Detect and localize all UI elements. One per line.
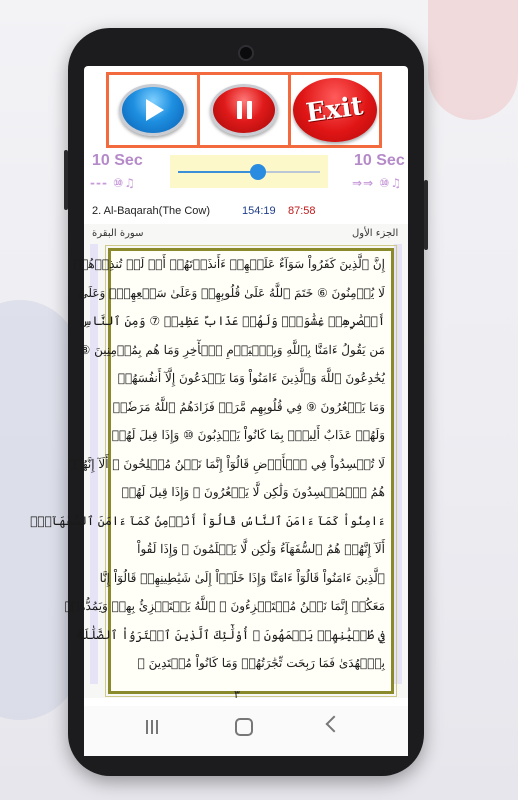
volume-button xyxy=(64,150,68,210)
background-shape-right xyxy=(428,0,518,120)
pause-button[interactable] xyxy=(210,84,278,136)
ayah-line[interactable]: ءَامِنُواْ كَمَآ ءَامَنَ ٱلنَّاسُ قَالُوٓاْ أَنُؤۡمِنُ كَمَآ ءَامَنَ ٱلسُّفَهَآءُۗ xyxy=(30,513,385,528)
ayah-line[interactable]: وَلَهُمۡ عَذَابٌ أَلِيمُۢ بِمَا كَانُواْ يَكۡذِبُونَ ⑩ وَإِذَا قِيلَ لَهُمۡ xyxy=(111,428,385,442)
recents-icon xyxy=(151,720,153,734)
playback-controls xyxy=(106,72,382,148)
recents-icon xyxy=(156,720,158,734)
slider-track-filled xyxy=(178,171,258,173)
ayah-line[interactable]: مَعَكُمۡ إِنَّمَا نَحۡنُ مُسۡتَهۡزِءُونَ ⑭ ٱللَّهُ يَسۡتَهۡزِئُ بِهِمۡ وَيَمُدُّهُمۡ xyxy=(64,599,385,613)
slider-thumb[interactable] xyxy=(250,164,266,180)
repeat-mode-icons-right[interactable]: ⇒⇒ ⑩♫ xyxy=(352,176,403,190)
ayah-line[interactable]: يُخَٰدِعُونَ ٱللَّهَ وَٱلَّذِينَ ءَامَنُواْ وَمَا يَخۡدَعُونَ إِلَّآ أَنفُسَهُمۡ xyxy=(117,371,385,385)
pause-control[interactable] xyxy=(197,72,291,148)
page-edge-right xyxy=(394,244,402,684)
ayah-line[interactable]: مَن يَقُولُ ءَامَنَّا بِٱللَّهِ وَبِٱلۡيَوۡمِ ٱلۡأٓخِرِ وَمَا هُم بِمُؤۡمِنِينَ ⑧ xyxy=(79,342,385,357)
front-camera xyxy=(238,45,254,61)
repeat-mode-icons-left[interactable]: --- ⑩♫ xyxy=(90,176,137,190)
play-icon xyxy=(146,99,164,121)
ayah-line[interactable]: هُمُ ٱلۡمُفۡسِدُونَ وَلَٰكِن لَّا يَشۡعُرُونَ ⑫ وَإِذَا قِيلَ لَهُمۡ xyxy=(121,485,385,499)
surah-info-row xyxy=(92,205,392,217)
ayah-line[interactable]: فِي طُغۡيَٰنِهِمۡ يَعۡمَهُونَ ⑮ أُوْلَٰٓئِكَ ٱلَّذِينَ ٱشۡتَرَوُاْ ٱلضَّلَٰلَةَ xyxy=(75,627,385,642)
quran-page[interactable] xyxy=(30,224,408,701)
system-navigation-bar xyxy=(84,706,408,756)
ayah-line[interactable]: وَمَا يَشۡعُرُونَ ⑨ فِي قُلُوبِهِم مَّرَضٞ فَزَادَهُمُ ٱللَّهُ مَرَضٗاۖ xyxy=(112,399,385,414)
exit-control[interactable] xyxy=(288,72,382,148)
repeat-interval-right[interactable]: 10 Sec xyxy=(354,152,405,169)
ayah-line[interactable]: أَلَآ إِنَّهُمۡ هُمُ ٱلسُّفَهَآءُ وَلَٰكِن لَّا يَعۡلَمُونَ ⑬ وَإِذَا لَقُواْ xyxy=(137,542,385,556)
repeat-interval-left[interactable]: 10 Sec xyxy=(92,152,143,169)
surah-duration: 154:19 xyxy=(242,205,276,217)
ayah-line[interactable]: أَبۡصَٰرِهِمۡ غِشَٰوَةٞۖ وَلَهُمۡ عَذَابٌ عَظِيمٞ ⑦ وَمِنَ ٱلنَّاسِ xyxy=(78,314,385,328)
ayah-line[interactable]: بِٱلۡهُدَىٰ فَمَا رَبِحَت تِّجَٰرَتُهُمۡ وَمَا كَانُواْ مُهۡتَدِينَ ⑯ xyxy=(137,656,385,670)
play-control[interactable] xyxy=(106,72,200,148)
slider-track-remaining xyxy=(258,171,320,173)
pause-icon xyxy=(247,101,252,119)
recents-icon xyxy=(146,720,148,734)
ayah-frame xyxy=(30,248,394,694)
back-button[interactable] xyxy=(326,716,343,733)
ayah-line[interactable]: إِنَّ ٱلَّذِينَ كَفَرُواْ سَوَآءٌ عَلَيۡهِمۡ ءَأَنذَرۡتَهُمۡ أَمۡ لَمۡ تُنذِرۡهُمۡ xyxy=(73,257,385,271)
ayah-line[interactable]: لَا يُؤۡمِنُونَ ⑥ خَتَمَ ٱللَّهُ عَلَىٰ قُلُوبِهِمۡ وَعَلَىٰ سَمۡعِهِمۡۖ وَعَلَىٰٓ xyxy=(78,285,385,300)
recent-apps-button[interactable] xyxy=(146,720,158,734)
pause-icon xyxy=(237,101,242,119)
juz-header: الجزء الأول xyxy=(352,228,399,239)
surah-header: سورة البقرة xyxy=(92,228,144,239)
audio-progress-slider[interactable] xyxy=(170,155,328,188)
ayah-line[interactable]: لَا تُفۡسِدُواْ فِي ٱلۡأَرۡضِ قَالُوٓاْ إِنَّمَا نَحۡنُ مُصۡلِحُونَ ⑪ أَلَآ إِنَّهُمۡ xyxy=(67,456,385,471)
power-button xyxy=(424,180,428,250)
page-number: ٣ xyxy=(234,688,240,701)
playback-position: 87:58 xyxy=(288,205,316,217)
ayah-line[interactable]: ٱلَّذِينَ ءَامَنُواْ قَالُوٓاْ ءَامَنَّا وَإِذَا خَلَوۡاْ إِلَىٰ شَيَٰطِينِهِمۡ قَالُوٓاْ إِنَّا xyxy=(99,570,385,585)
surah-name: 2. Al-Baqarah(The Cow) xyxy=(92,205,210,217)
play-button[interactable] xyxy=(119,84,187,136)
home-button[interactable] xyxy=(235,718,253,736)
exit-button[interactable] xyxy=(293,78,377,142)
app-screen xyxy=(30,66,408,756)
exit-label: Exit xyxy=(304,91,366,129)
